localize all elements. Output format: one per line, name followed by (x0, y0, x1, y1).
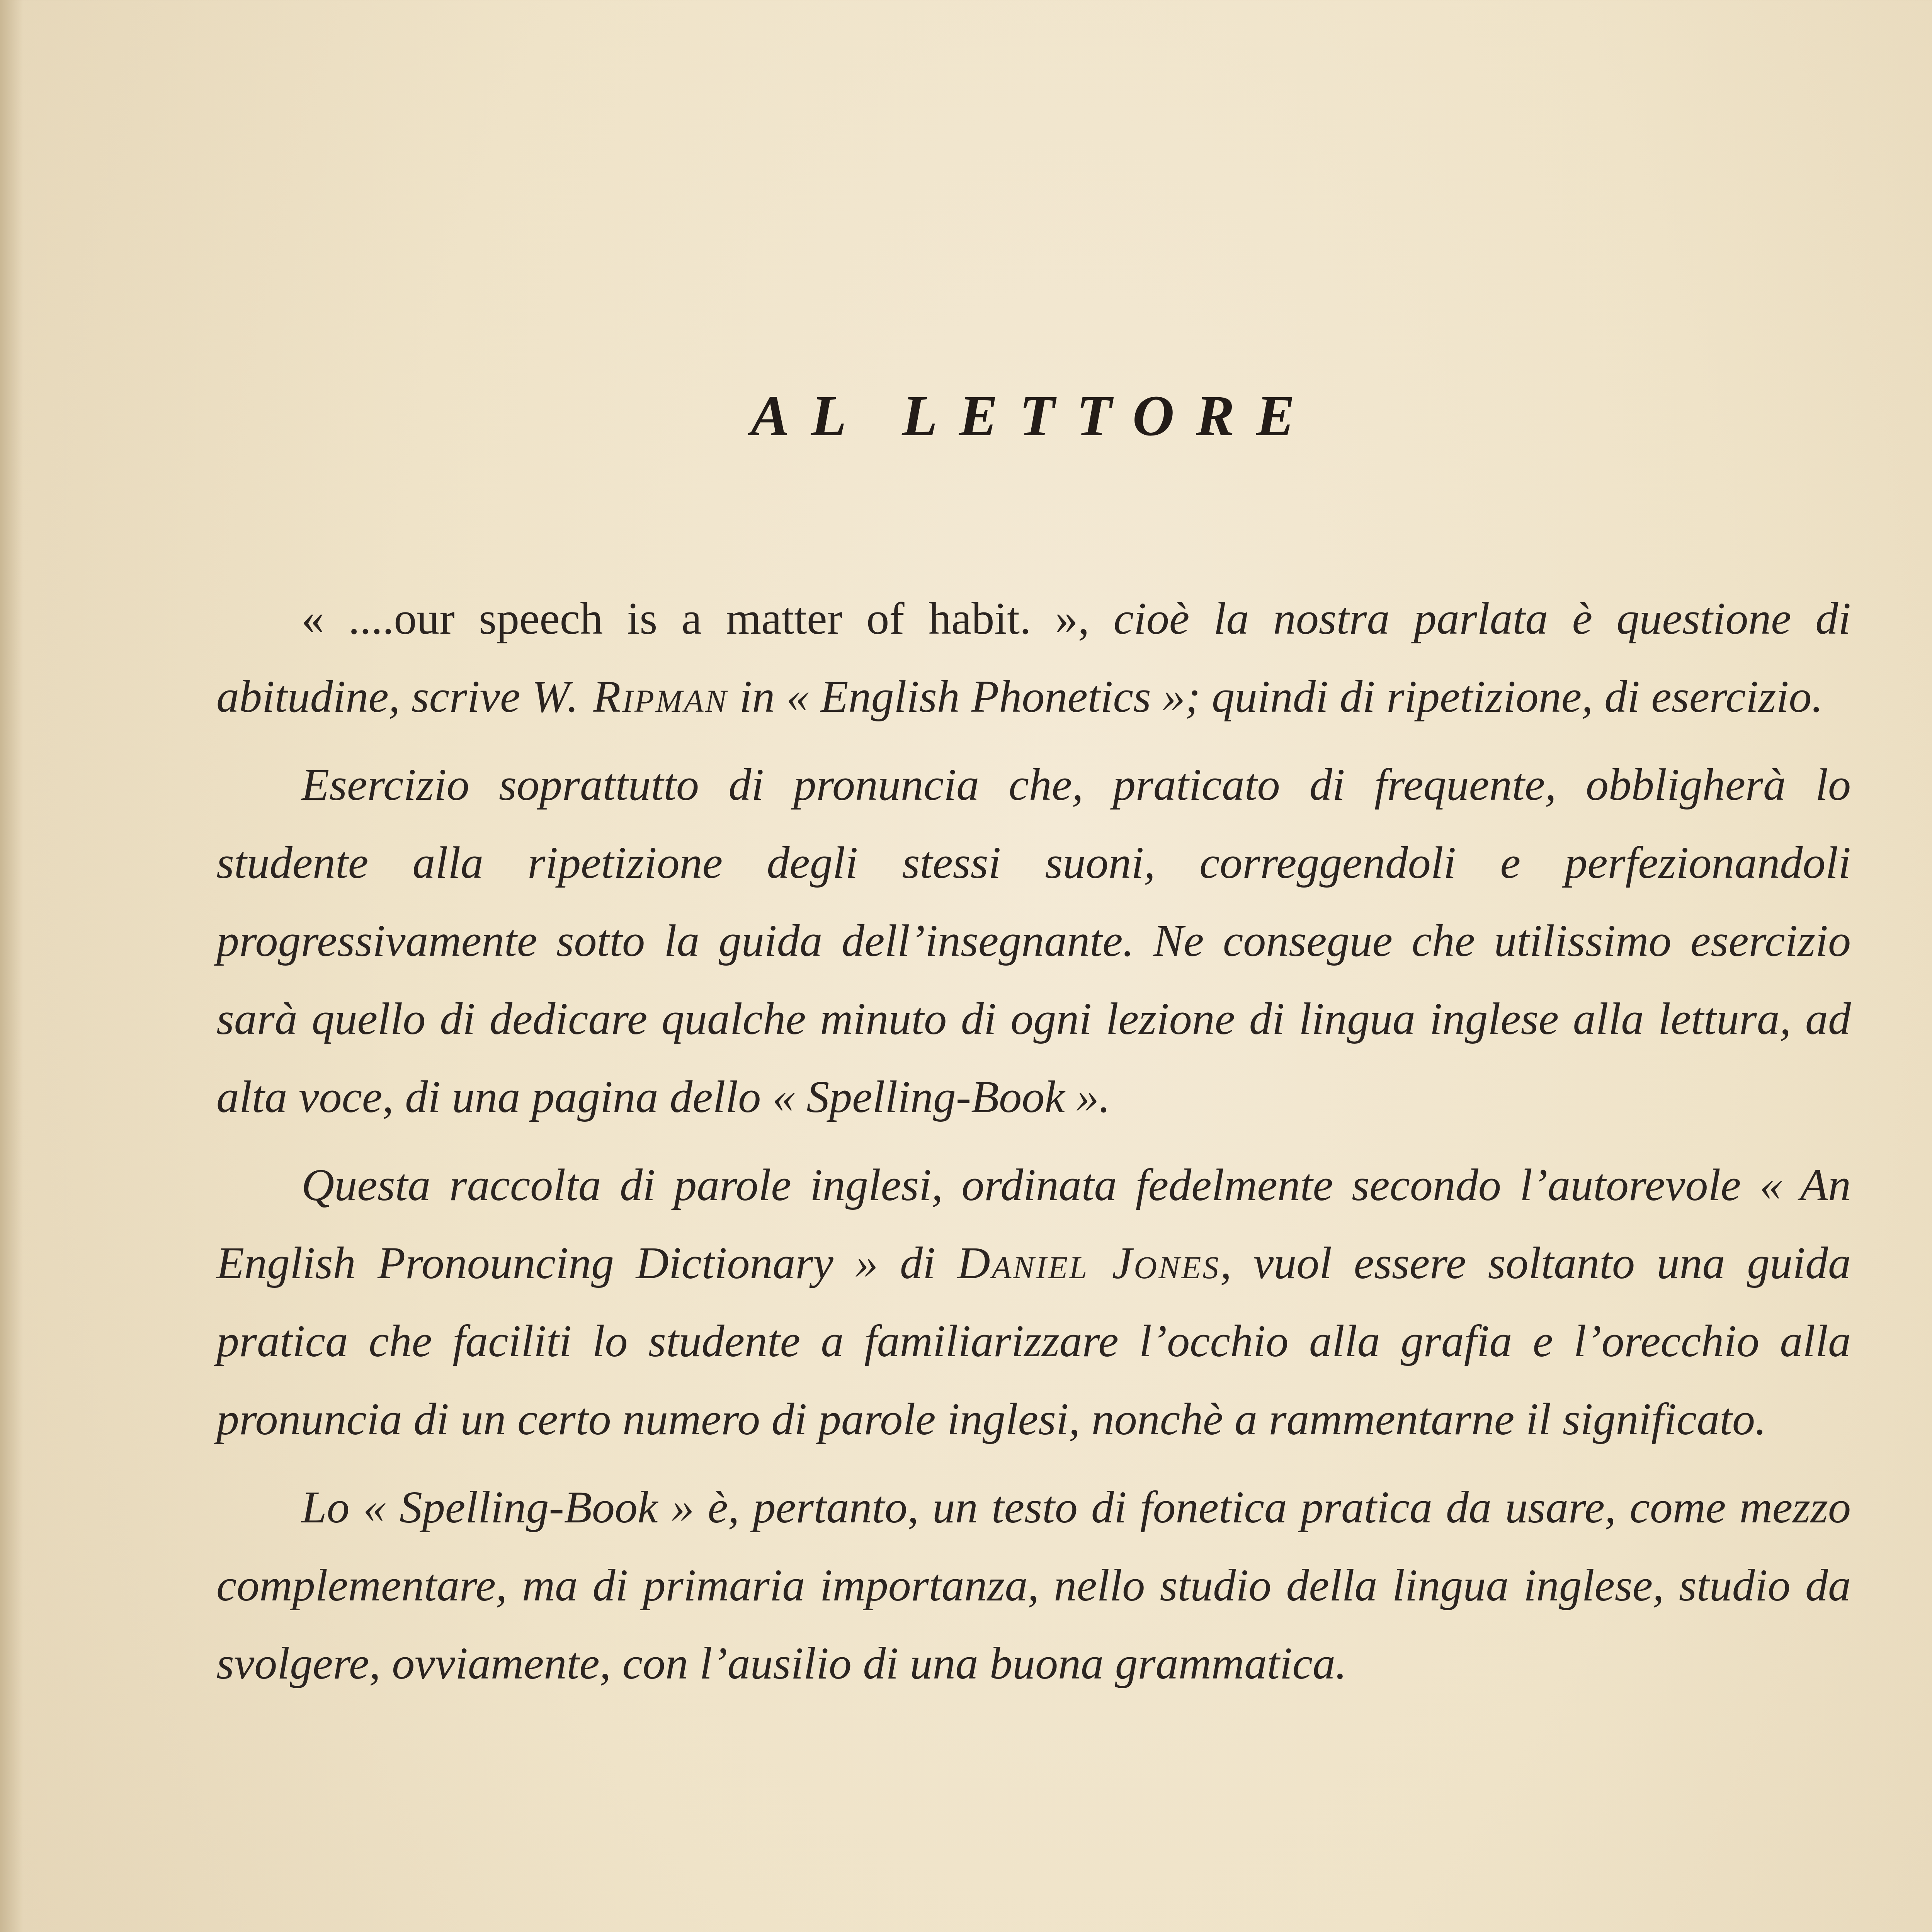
preface-body (216, 580, 1851, 1713)
author-ripman: W. Ripman (531, 671, 728, 722)
page-left-edge-shadow (0, 0, 23, 1932)
paragraph-4: Lo « Spelling-Book » è, pertanto, un testo di fonetica pratica da usare, come mezzo complementare, ma di primaria importanza, nello studio della lingua inglese, studio da svolgere, ovviamente, con l’ausilio di una buona grammatica. (216, 1482, 1851, 1689)
paragraph-2: Esercizio soprattutto di pronuncia che, praticato di frequente, obbligherà lo studente alla ripetizione degli stessi suoni, correggendoli e perfezionandoli progressivamente sotto la guida dell’insegnante. Ne consegue che utilissimo esercizio sarà quello di dedicare qualche minuto di ogni lezione di lingua inglese alla lettura, ad alta voce, di una pagina dello « Spelling-Book ». (216, 759, 1851, 1122)
paragraph-3-text-a: Questa raccolta di parole inglesi, ordinata fedelmente secondo l’autorevole « An English Pronouncing Dictionary » di (216, 1160, 1851, 1288)
page-title: AL LETTORE (750, 384, 1317, 448)
paragraph-1 (216, 580, 1851, 736)
paragraph-1-text-b: in « English Phonetics »; quindi di ripetizione, di esercizio. (728, 671, 1823, 722)
paragraph-3 (216, 1146, 1851, 1458)
english-quote: « ....our speech is a matter of habit. », (301, 593, 1090, 644)
book-page (216, 0, 1851, 1932)
paragraph-1-text-a: cioè la nostra parlata è questione di abitudine, scrive (216, 593, 1851, 722)
paragraph-3-text-b: , vuol essere soltanto una guida pratica che faciliti lo studente a familiarizzare l’occhio alla grafia e l’orecchio alla pronuncia di un certo numero di parole inglesi, nonchè a rammentarne il significato. (216, 1238, 1851, 1444)
author-jones: Daniel Jones (957, 1238, 1220, 1288)
